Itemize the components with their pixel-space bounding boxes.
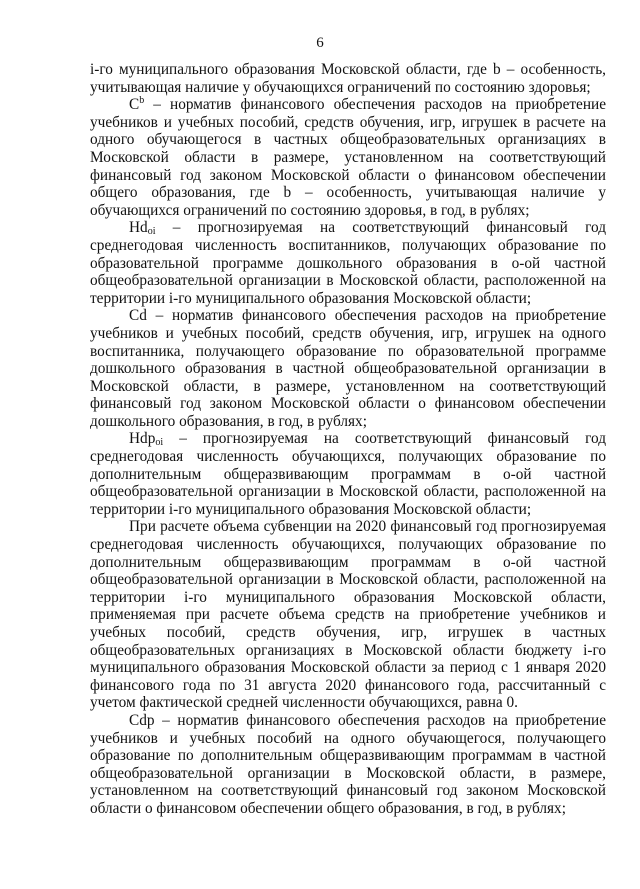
symbol-base: Hd xyxy=(129,219,148,237)
symbol-subscript: oi xyxy=(147,226,156,238)
symbol-base: Cdp xyxy=(129,711,155,729)
document-body xyxy=(90,61,606,818)
paragraph-2020-calculation xyxy=(90,518,606,712)
definition-hd xyxy=(90,219,606,307)
definition-cd xyxy=(90,307,606,430)
paragraph-text: i-го муниципального образования Московской области, где b – особенность, учитывающая наличие у обучающихся ограничений по состоянию здоровья; xyxy=(90,61,606,96)
symbol-subscript: oi xyxy=(155,437,164,449)
page-number: 6 xyxy=(316,35,324,51)
paragraph-text: При расчете объема субвенции на 2020 финансовый год прогнозируемая среднегодовая численность обучающихся, получающих образование по дополнительным общеразвивающим программам в о-ой частной общеобразовательной организации в Московской области, расположенной на территории i-го муниципального образования Московской области, применяемая при расчете объема средств на приобретение учебников и учебных пособий, средств обучения, игр, игрушек в частных общеобразовательных организациях в Московской области бюджету i-го муниципального образования Московской области за период с 1 января 2020 финансового года по 31 августа 2020 финансового года, рассчитанный с учетом фактической средней численности обучающихся, равна 0. xyxy=(90,518,606,712)
definition-hdp xyxy=(90,430,606,518)
definition-cdp xyxy=(90,712,606,818)
definition-text: – норматив финансового обеспечения расходов на приобретение учебников и учебных пособий, средств обучения, игр, игрушек на одного воспитанника, получающего образование по образовательной программе дошкольного образования в частной общеобразовательной организации в Московской области, в размере, установленном на соответствующий финансовый год законом Московской области о финансовом обеспечении дошкольного образования, в год, в рублях; xyxy=(90,307,606,430)
definition-text: – прогнозируемая на соответствующий финансовый год среднегодовая численность обучающихся, получающих образование по дополнительным общеразвивающим программам в о-ой частной общеобразовательной организации в Московской области, расположенной на территории i-го муниципального образования Московской области; xyxy=(90,430,606,518)
definition-text: – прогнозируемая на соответствующий финансовый год среднегодовая численность воспитанников, получающих образование по образовательной программе дошкольного образования в о-ой частной общеобразовательной организации в Московской области, расположенной на территории i-го муниципального образования Московской области; xyxy=(90,219,606,307)
symbol-base: C xyxy=(129,96,140,114)
definition-text: – норматив финансового обеспечения расходов на приобретение учебников и учебных пособий, средств обучения, игр, игрушек в расчете на одного обучающегося в частных общеобразовательных организациях в Московской области в размере, установленном на соответствующий финансовый год законом Московской области о финансовом обеспечении общего образования, где b – особенность, учитывающая наличие у обучающихся ограничений по состоянию здоровья, в год, в рублях; xyxy=(90,96,606,219)
definition-text: – норматив финансового обеспечения расходов на приобретение учебников и учебных пособий на одного обучающегося, получающего образование по дополнительным общеразвивающим программам в частной общеобразовательной организации в Московской области, в размере, установленном на соответствующий финансовый год законом Московской области о финансовом обеспечении общего образования, в год, в рублях; xyxy=(90,711,606,817)
symbol-base: Cd xyxy=(129,307,147,325)
definition-cb xyxy=(90,96,606,219)
paragraph-continuation xyxy=(90,61,606,96)
symbol-superscript: b xyxy=(139,95,145,107)
symbol-base: Hdp xyxy=(129,430,156,448)
